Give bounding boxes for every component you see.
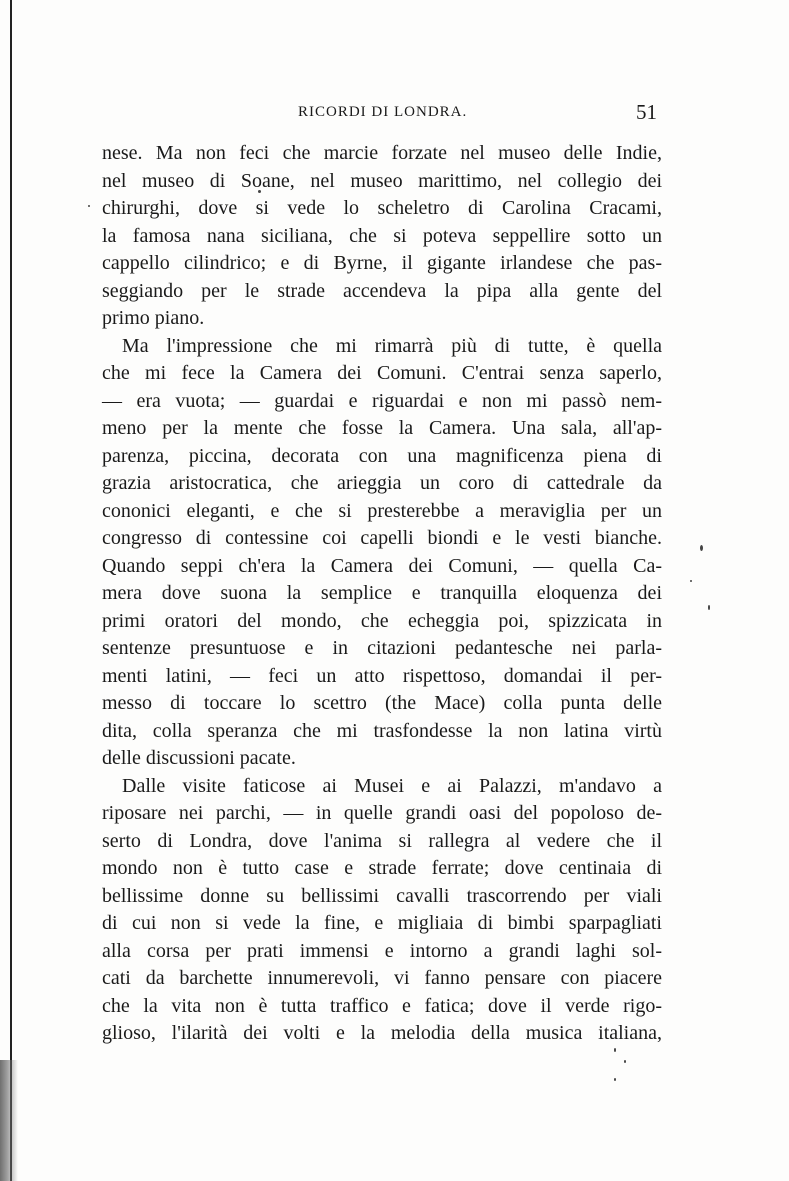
text-line: nese. Ma non feci che marcie forzate nel museo delle Indie, <box>102 142 662 164</box>
text-line: che la vita non è tutta traffico e fatica; dove il verde rigo- <box>102 994 662 1017</box>
text-line: Quando seppi ch'era la Camera dei Comuni, — quella Ca- <box>102 554 662 577</box>
text-line: riposare nei parchi, — in quelle grandi oasi del popoloso de- <box>102 802 662 824</box>
text-line: glioso, l'ilarità dei volti e la melodia della musica italiana, <box>102 1022 662 1044</box>
text-line: dita, colla speranza che mi trasfondesse la non latina virtù <box>102 719 662 742</box>
paragraph <box>102 773 662 1048</box>
page-binding-edge <box>10 0 12 1181</box>
text-line: menti latini, — feci un atto rispettoso, domandai il per- <box>102 664 662 687</box>
text-line: primi oratori del mondo, che echeggia poi, spizzicata in <box>102 609 662 632</box>
running-title: RICORDI DI LONDRA. <box>298 104 468 120</box>
text-line: cappello cilindrico; e di Byrne, il gigante irlandese che pas- <box>102 252 662 274</box>
text-line: parenza, piccina, decorata con una magnificenza piena di <box>102 444 662 467</box>
text-line: cononici eleganti, e che si presterebbe a meraviglia per un <box>102 499 662 522</box>
text-line: Ma l'impressione che mi rimarrà più di tutte, è quella <box>122 334 662 357</box>
text-line: cati da barchette innumerevoli, vi fanno pensare con piacere <box>102 967 662 989</box>
text-line: la famosa nana siciliana, che si poteva seppellire sotto un <box>102 224 662 247</box>
text-line: primo piano. <box>102 307 205 329</box>
text-line: congresso di contessine coi capelli biondi e le vesti bianche. <box>102 527 662 549</box>
text-line: sentenze presuntuose e in citazioni pedantesche nei parla- <box>102 637 662 659</box>
text-line: meno per la mente che fosse la Camera. Una sala, all'ap- <box>102 417 662 439</box>
text-line: Dalle visite faticose ai Musei e ai Palazzi, m'andavo a <box>122 774 662 797</box>
text-line: — era vuota; — guardai e riguardai e non mi passò nem- <box>102 389 662 412</box>
text-line: seggiando per le strade accendeva la pipa alla gente del <box>102 279 662 302</box>
text-line: mera dove suona la semplice e tranquilla eloquenza dei <box>102 582 662 604</box>
text-line: nel museo di Soane, nel museo marittimo, nel collegio dei <box>102 169 662 192</box>
text-line: di cui non si vede la fine, e migliaia di bimbi sparpagliati <box>102 912 662 934</box>
text-line: delle discussioni pacate. <box>102 747 296 769</box>
text-line: chirurghi, dove si vede lo scheletro di Carolina Cracami, <box>102 197 662 219</box>
text-line: che mi fece la Camera dei Comuni. C'entrai senza saperlo, <box>102 362 662 384</box>
text-line: serto di Londra, dove l'anima si rallegra al vedere che il <box>102 829 662 852</box>
page-header <box>0 100 789 128</box>
body-text <box>102 140 662 1048</box>
text-line: mondo non è tutto case e strade ferrate; dove centinaia di <box>102 857 662 879</box>
page-number: 51 <box>636 100 657 124</box>
text-line: alla corsa per prati immensi e intorno a grandi laghi sol- <box>102 939 662 962</box>
text-line: bellissime donne su bellissimi cavalli trascorrendo per viali <box>102 884 662 907</box>
page-corner-shadow <box>0 1060 18 1181</box>
paragraph <box>102 333 662 773</box>
text-line: grazia aristocratica, che arieggia un coro di cattedrale da <box>102 472 662 494</box>
paragraph <box>102 140 662 333</box>
text-line: messo di toccare lo scettro (the Mace) colla punta delle <box>102 692 662 714</box>
